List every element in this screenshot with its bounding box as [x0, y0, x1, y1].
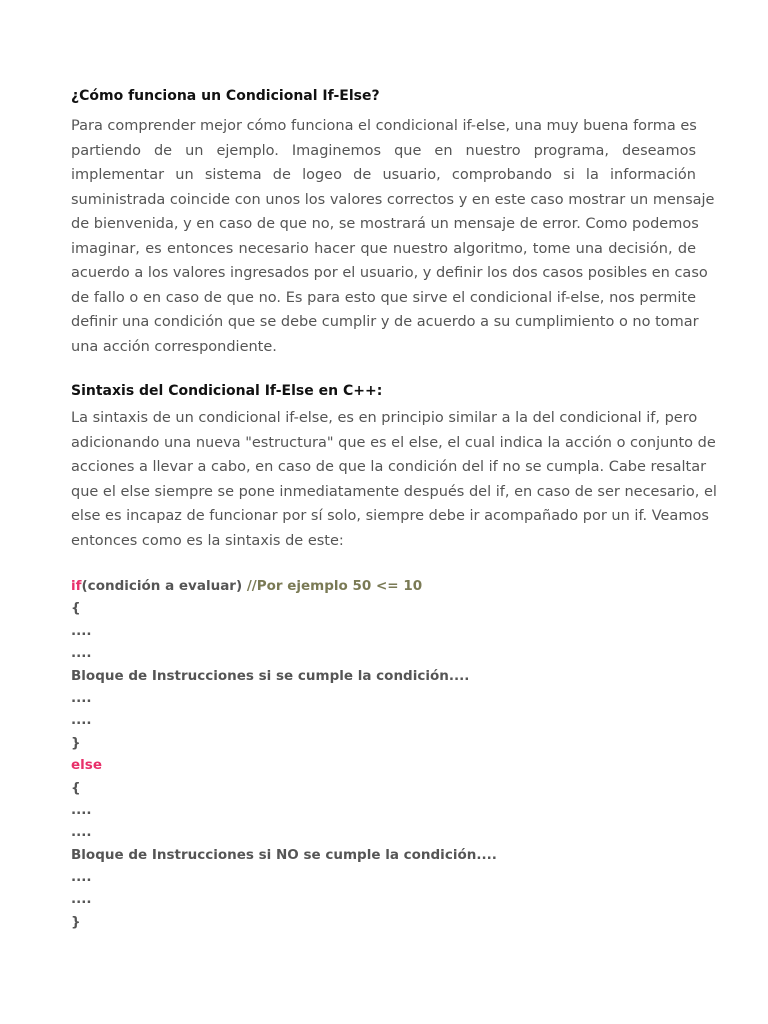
paragraph-line: La sintaxis de un condicional if-else, es en principio similar a la del condicional if, pero	[71, 410, 698, 426]
paragraph-line: definir una condición que se debe cumplir y de acuerdo a su cumplimiento o no tomar	[71, 314, 699, 330]
code-line-if	[71, 575, 696, 597]
code-ellipsis: ....	[71, 645, 92, 662]
if-keyword: if	[71, 578, 82, 594]
paragraph-line: adicionando una nueva "estructura" que es el else, el cual indica la acción o conjunto de	[71, 434, 716, 451]
code-ellipsis: ....	[71, 689, 92, 706]
paragraph-line: entonces como es la sintaxis de este:	[71, 532, 344, 549]
code-open-brace: {	[71, 600, 81, 617]
else-keyword: else	[71, 757, 102, 774]
paragraph-line: de fallo o en caso de que no. Es para esto que sirve el condicional if-else, nos permite	[71, 289, 696, 306]
code-close-brace: }	[71, 734, 81, 751]
code-block-false: Bloque de Instrucciones si NO se cumple la condición....	[71, 846, 497, 863]
condition-text: (condición a evaluar)	[81, 578, 247, 594]
paragraph-line: acciones a llevar a cabo, en caso de que la condición del if no se cumpla. Cabe resaltar	[71, 459, 707, 475]
code-ellipsis: ....	[71, 712, 92, 729]
paragraph-line: Para comprender mejor cómo funciona el condicional if-else, una muy buena forma es	[71, 118, 697, 134]
code-ellipsis: ....	[71, 622, 92, 639]
code-ellipsis: ....	[71, 869, 92, 886]
paragraph-line: implementar un sistema de logeo de usuario, comprobando si la información	[71, 167, 696, 183]
code-comment: //Por ejemplo 50 <= 10	[246, 578, 423, 594]
code-example	[71, 575, 696, 933]
paragraph-line: imaginar, es entonces necesario hacer que nuestro algoritmo, tome una decisión, de	[71, 240, 696, 257]
paragraph-line: que el else siempre se pone inmediatamente después del if, en caso de ser necesario, el	[71, 483, 717, 500]
paragraph-line: partiendo de un ejemplo. Imaginemos que en nuestro programa, deseamos	[71, 142, 696, 159]
code-block-true: Bloque de Instrucciones si se cumple la condición....	[71, 667, 470, 684]
paragraph-syntax	[71, 406, 717, 553]
code-ellipsis: ....	[71, 891, 92, 908]
paragraph-line: de bienvenida, y en caso de que no, se mostrará un mensaje de error. Como podemos	[71, 216, 699, 232]
paragraph-how-it-works	[71, 114, 715, 359]
code-ellipsis: ....	[71, 801, 92, 818]
section-heading-how-it-works: ¿Cómo funciona un Condicional If-Else?	[71, 88, 380, 104]
paragraph-line: else es incapaz de funcionar por sí solo, siempre debe ir acompañado por un if. Veamos	[71, 508, 709, 524]
paragraph-line: suministrada coincide con unos los valores correctos y en este caso mostrar un mensaje	[71, 191, 715, 208]
code-ellipsis: ....	[71, 824, 92, 841]
code-close-brace: }	[71, 913, 81, 930]
paragraph-line: acuerdo a los valores ingresados por el usuario, y definir los dos casos posibles en caso	[71, 265, 708, 281]
code-open-brace: {	[71, 779, 81, 796]
paragraph-line: una acción correspondiente.	[71, 338, 277, 355]
section-heading-syntax: Sintaxis del Condicional If-Else en C++:	[71, 383, 383, 399]
